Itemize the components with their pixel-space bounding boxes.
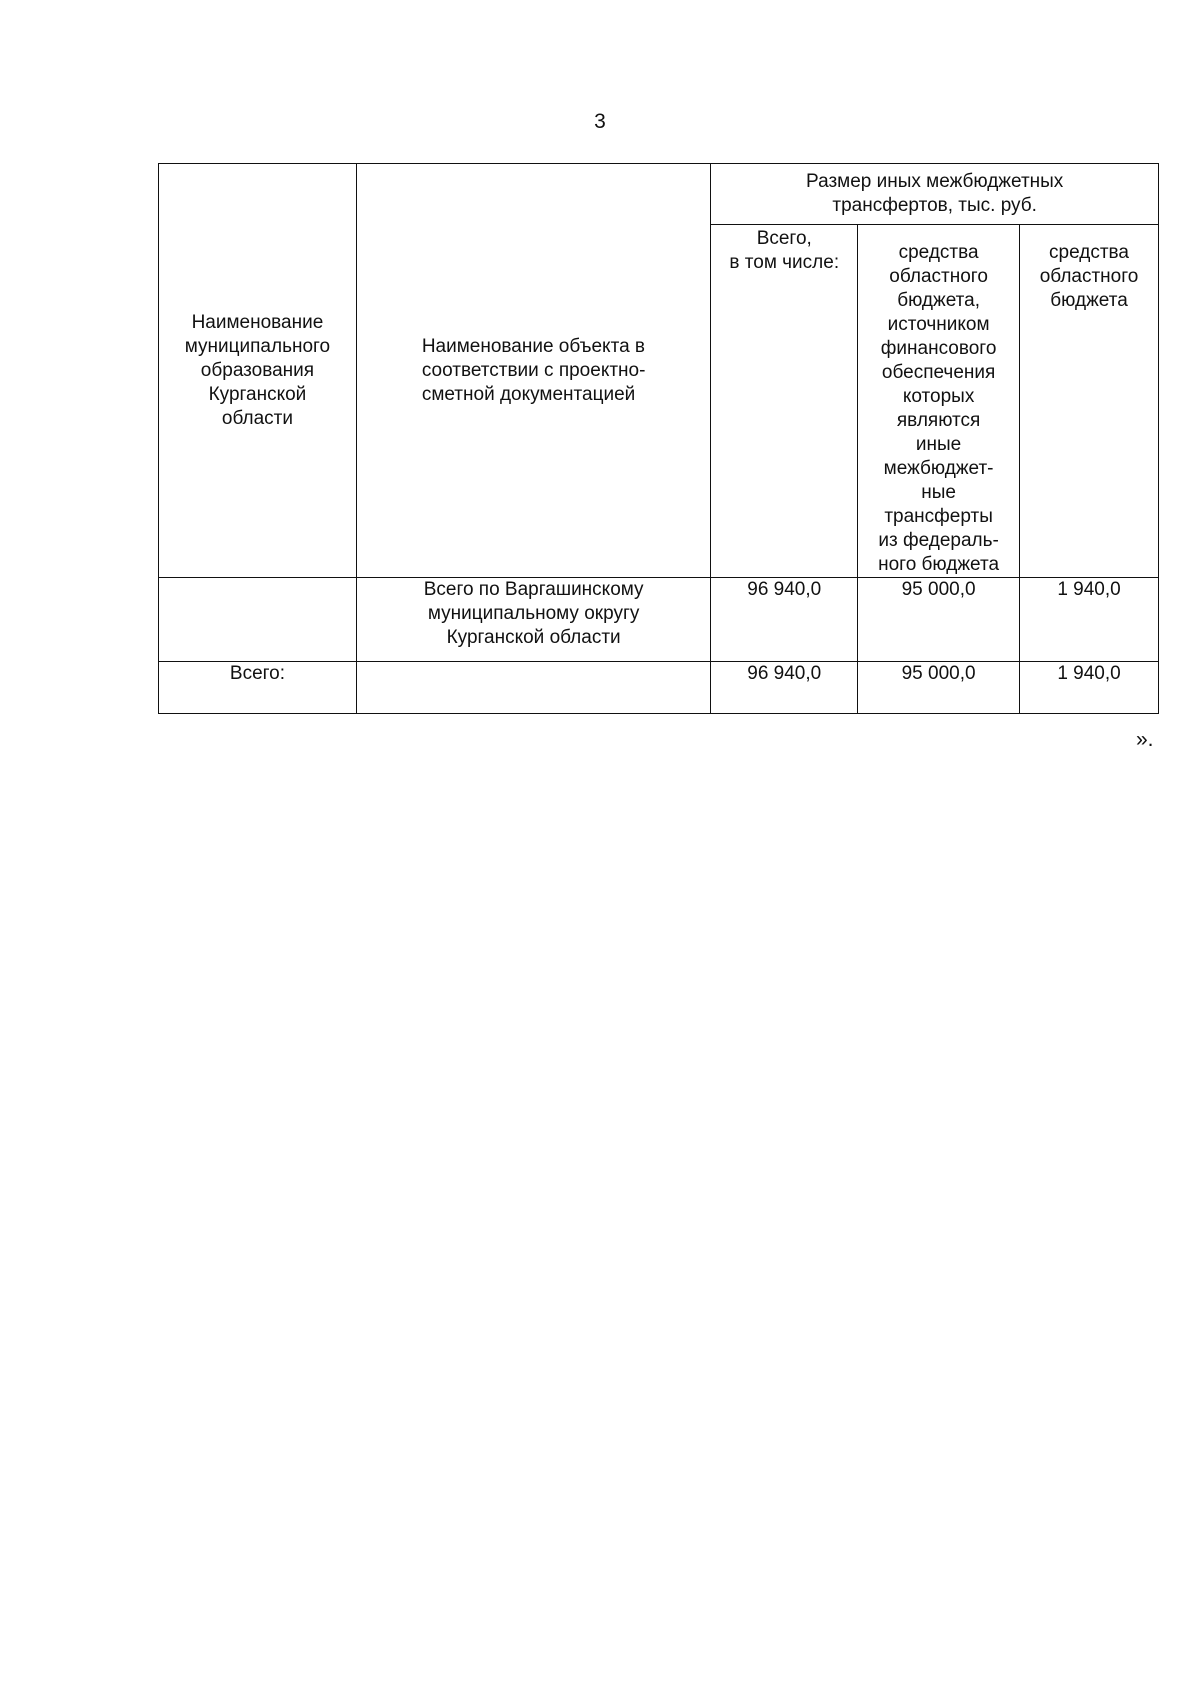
cell-total: 96 940,0 xyxy=(711,662,858,714)
cell-object: Всего по Варгашинскому муниципальному округу Курганской области xyxy=(356,578,710,662)
closing-quote-mark: ». xyxy=(1136,728,1154,751)
cell-regional: 1 940,0 xyxy=(1020,662,1159,714)
cell-federal-source: 95 000,0 xyxy=(858,578,1020,662)
header-regional: средства областного бюджета xyxy=(1020,225,1159,578)
cell-regional: 1 940,0 xyxy=(1020,578,1159,662)
header-transfers-group: Размер иных межбюджетных трансфертов, тыс. руб. xyxy=(711,164,1159,225)
cell-federal-source: 95 000,0 xyxy=(858,662,1020,714)
header-federal-source: средства областного бюджета, источником финансового обеспечения которых являются иные межбюджет- ные трансферты из федераль- ного бюджета xyxy=(858,225,1020,578)
header-municipality: Наименование муниципального образования Курганской области xyxy=(159,164,357,578)
page-number: 3 xyxy=(594,110,606,133)
cell-municipality: Всего: xyxy=(159,662,357,714)
cell-object xyxy=(356,662,710,714)
header-total: Всего, в том числе: xyxy=(711,225,858,578)
transfers-table xyxy=(158,163,1159,714)
table-header-row xyxy=(159,164,1159,225)
header-object: Наименование объекта в соответствии с проектно- сметной документацией xyxy=(356,164,710,578)
table-row xyxy=(159,578,1159,662)
cell-total: 96 940,0 xyxy=(711,578,858,662)
cell-municipality xyxy=(159,578,357,662)
table-row-total xyxy=(159,662,1159,714)
